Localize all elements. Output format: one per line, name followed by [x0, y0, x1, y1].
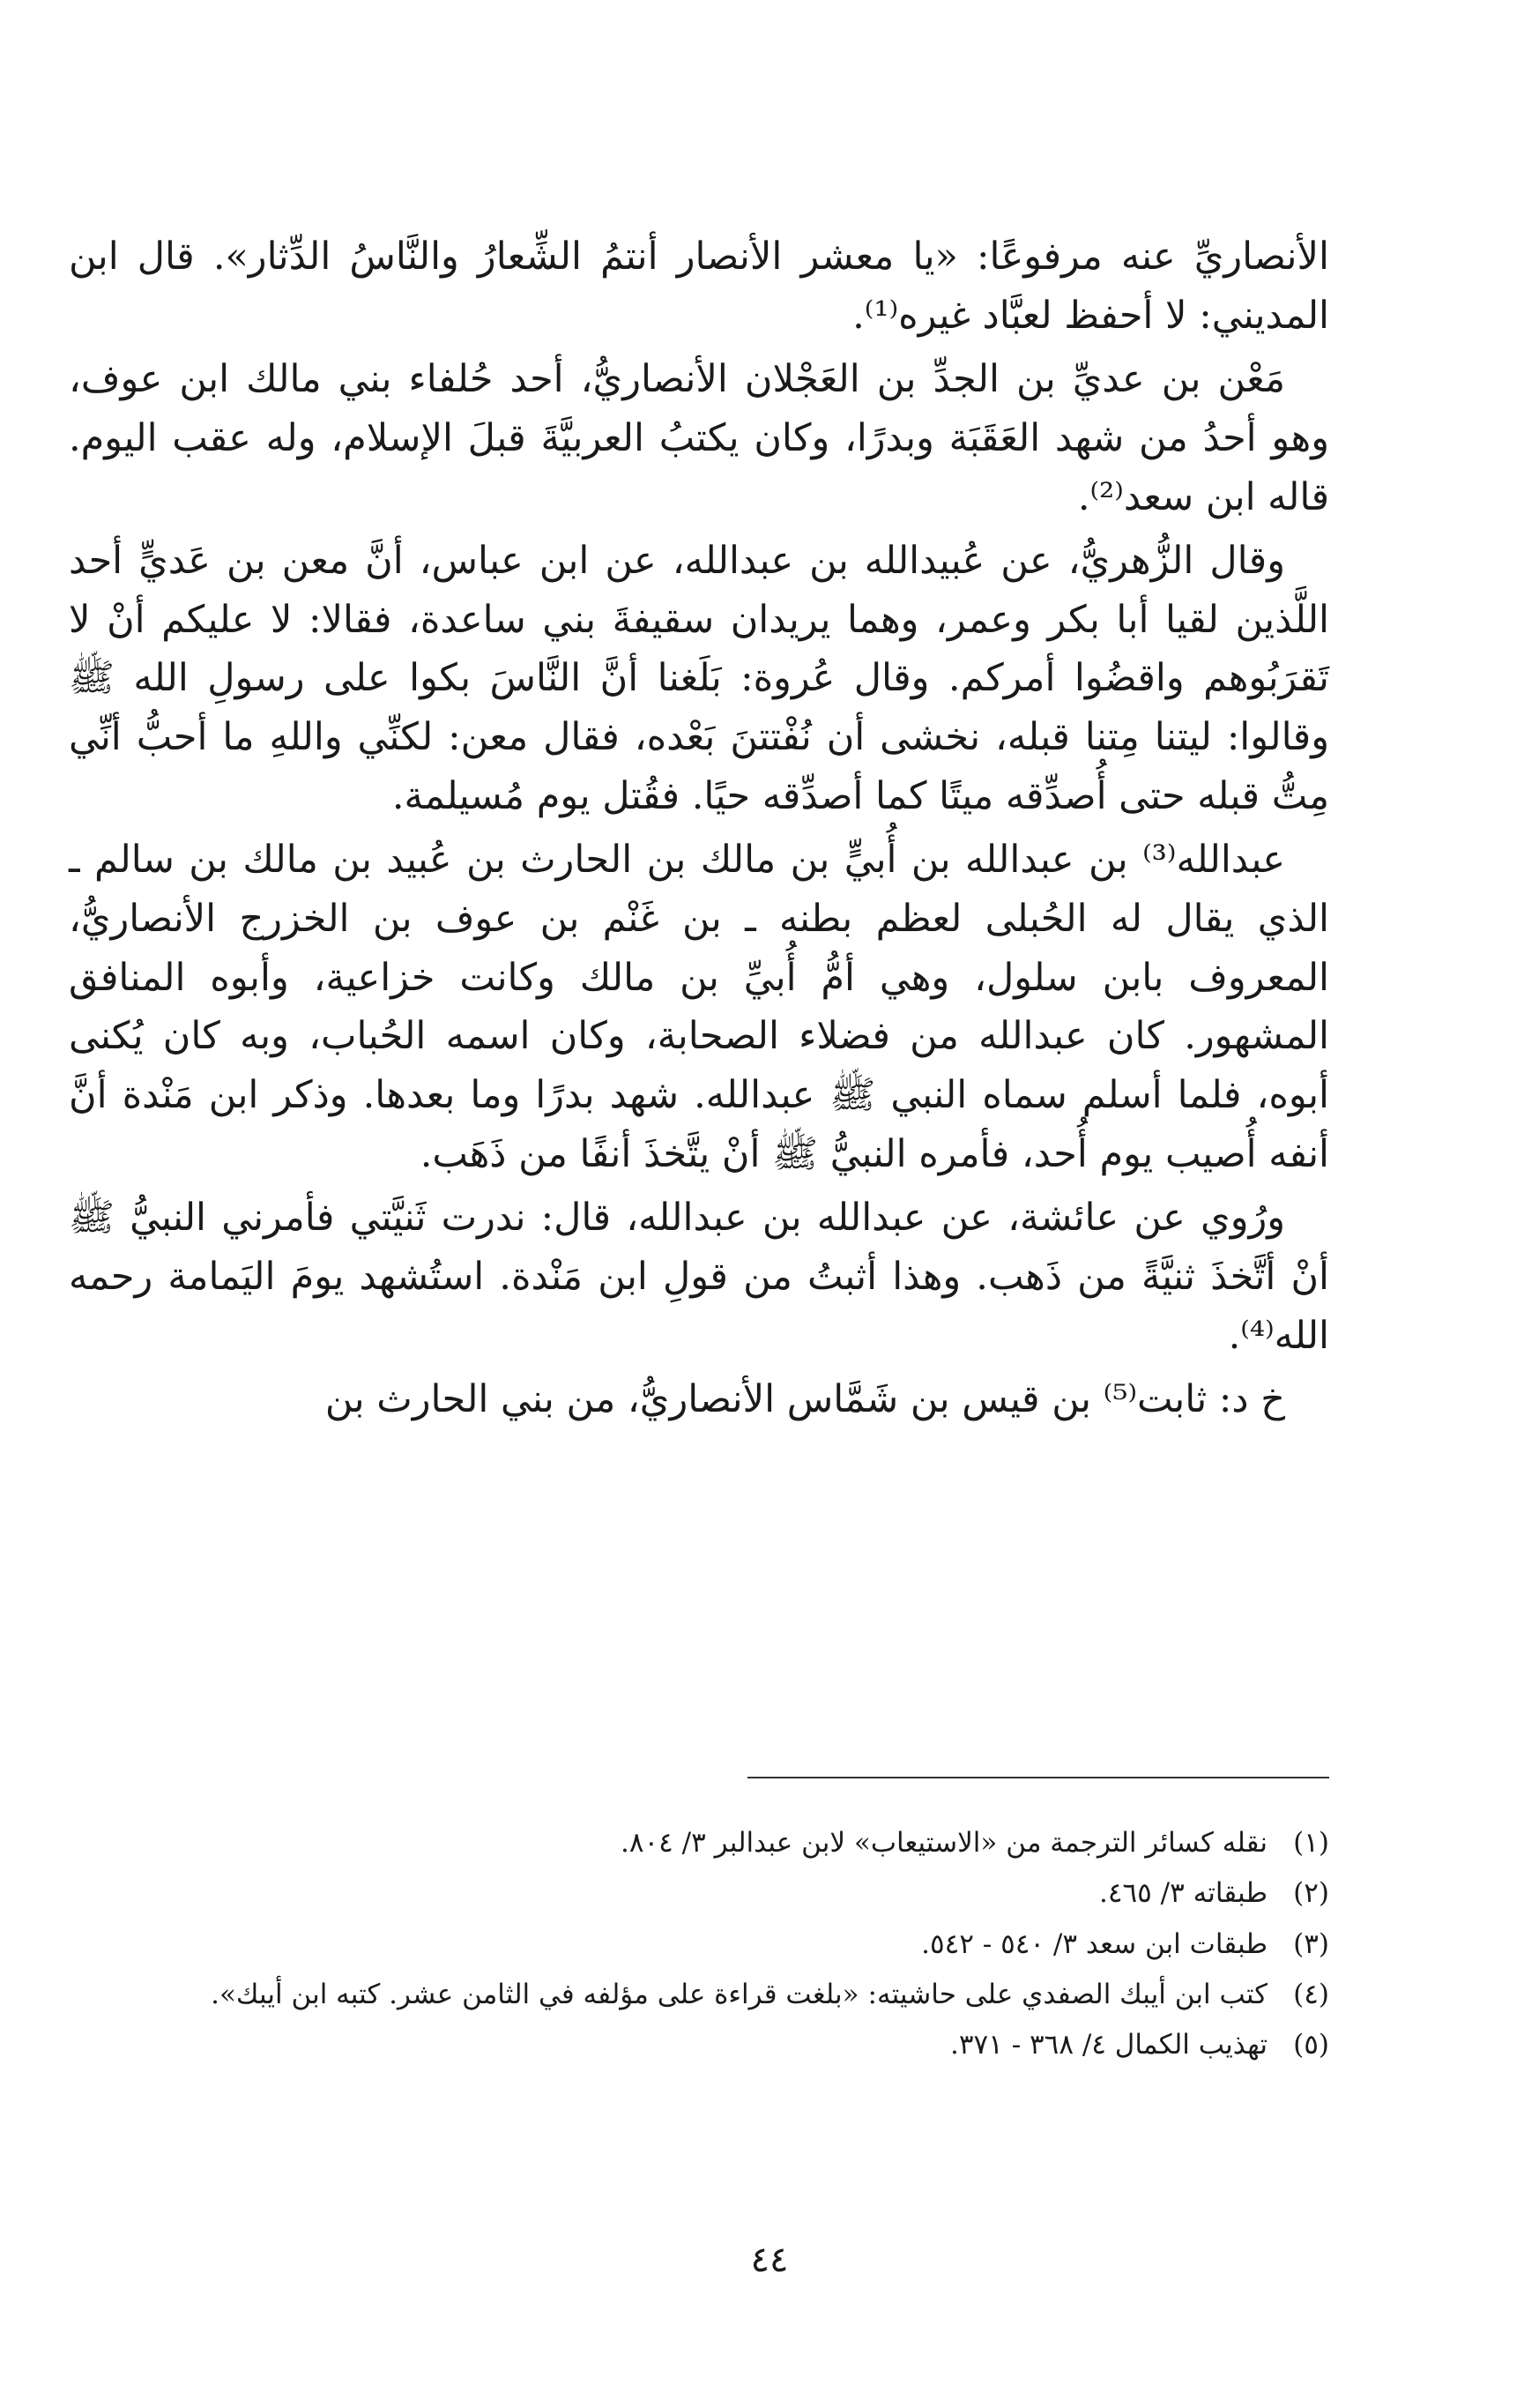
footnote-divider — [747, 1777, 1329, 1778]
footnote-number: (٥) — [1293, 2029, 1329, 2061]
footnote-text: نقله كسائر الترجمة من «الاستيعاب» لابن عبدالبر ٣/ ٨٠٤. — [620, 1827, 1268, 1859]
footnote-number: (٣) — [1293, 1927, 1329, 1960]
paragraph-4: عبدالله⁽³⁾ بن عبدالله بن أُبيٍّ بن مالك بن الحارث بن عُبيد بن مالك بن سالم ـ الذي يقال له الحُبلى لعظم بطنه ـ بن غَنْم بن عوف بن الخزرج الأنصاريُّ، المعروف بابن سلول، وهي أمُّ أُبيِّ بن مالك وكانت خزاعية، وأبوه المنافق المشهور. كان عبدالله من فضلاء الصحابة، وكان اسمه الحُباب، وبه كان يُكنى أبوه، فلما أسلم سماه النبي ﷺ عبدالله. شهد بدرًا وما بعدها. وذكر ابن مَنْدة أنَّ أنفه أُصيب يوم أُحد، فأمره النبيُّ ﷺ أنْ يتَّخذَ أنفًا من ذَهَب. — [69, 838, 1329, 1176]
footnote-1 — [185, 1818, 1329, 1868]
paragraph-6: خ د: ثابت⁽⁵⁾ بن قيس بن شَمَّاس الأنصاريُّ، من بني الحارث بن — [324, 1377, 1285, 1422]
footnote-2 — [185, 1868, 1329, 1919]
paragraph-2: مَعْن بن عديِّ بن الجدِّ بن العَجْلان الأنصاريُّ، أحد حُلفاء بني مالك ابن عوف، وهو أحدُ من شهد العَقَبَة وبدرًا، وكان يكتبُ العربيَّةَ قبلَ الإسلام، وله عقب اليوم. قاله ابن سعد⁽²⁾. — [69, 357, 1329, 519]
footnote-4 — [185, 1970, 1329, 2020]
footnote-text: طبقات ابن سعد ٣/ ٥٤٠ - ٥٤٢. — [921, 1927, 1268, 1960]
paragraph-5: ورُوي عن عائشة، عن عبدالله بن عبدالله، قال: ندرت ثَنيَّتي فأمرني النبيُّ ﷺ أنْ أتَّخذَ ثنيَّةً من ذَهب. وهذا أثبتُ من قولِ ابن مَنْدة. استُشهد يومَ اليَمامة رحمه الله⁽⁴⁾. — [69, 1196, 1329, 1358]
paragraph-1: الأنصاريِّ عنه مرفوعًا: «يا معشر الأنصار أنتمُ الشِّعارُ والنَّاسُ الدِّثار». قال ابن المديني: لا أحفظ لعبَّاد غيره⁽¹⁾. — [69, 235, 1329, 338]
footnote-text: كتب ابن أيبك الصفدي على حاشيته: «بلغت قراءة على مؤلفه في الثامن عشر. كتبه ابن أيبك». — [211, 1979, 1268, 2011]
footnote-text: تهذيب الكمال ٤/ ٣٦٨ - ٣٧١. — [950, 2029, 1268, 2061]
footnote-5 — [185, 2020, 1329, 2070]
footnote-number: (٢) — [1293, 1877, 1329, 1910]
footnote-number: (٤) — [1293, 1979, 1329, 2011]
main-text — [69, 227, 1329, 1435]
footnote-3 — [185, 1920, 1329, 1970]
footnotes — [185, 1818, 1329, 2071]
page-number: ٤٤ — [750, 2240, 789, 2280]
paragraph-3: وقال الزُّهريُّ، عن عُبيدالله بن عبدالله، عن ابن عباس، أنَّ معن بن عَديٍّ أحد اللَّذين لقيا أبا بكر وعمر، وهما يريدان سقيفةَ بني ساعدة، فقالا: لا عليكم أنْ لا تَقرَبُوهم واقضُوا أمركم. وقال عُروة: بَلَغنا أنَّ النَّاسَ بكوا على رسولِ الله ﷺ وقالوا: ليتنا مِتنا قبله، نخشى أن نُفْتتنَ بَعْده، فقال معن: لكنِّي واللهِ ما أحبُّ أنِّي مِتُّ قبله حتى أُصدِّقه ميتًا كما أصدِّقه حيًا. فقُتل يوم مُسيلمة. — [69, 539, 1329, 818]
footnote-text: طبقاته ٣/ ٤٦٥. — [1098, 1877, 1268, 1910]
footnote-number: (١) — [1293, 1827, 1329, 1859]
